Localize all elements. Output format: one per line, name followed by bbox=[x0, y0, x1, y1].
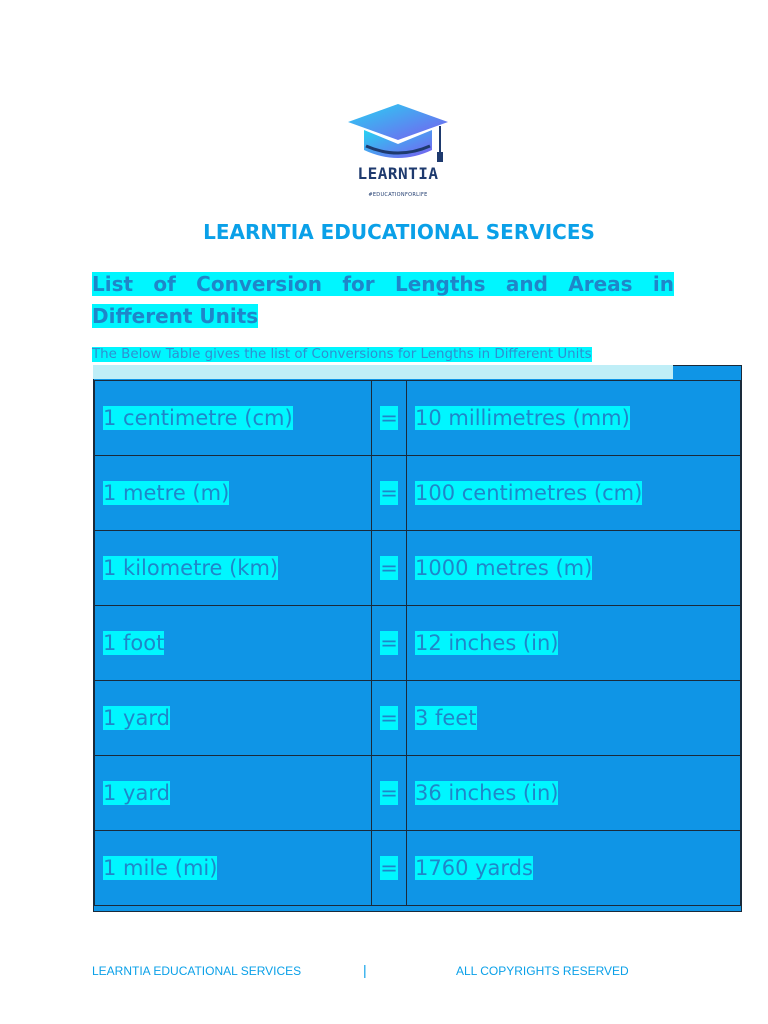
equals-sign-text: = bbox=[380, 706, 398, 730]
equals-sign-cell bbox=[372, 381, 407, 456]
equals-sign-text: = bbox=[380, 406, 398, 430]
learntia-logo bbox=[340, 100, 456, 202]
equals-sign-cell bbox=[372, 606, 407, 681]
unit-from-cell bbox=[95, 831, 372, 906]
unit-from-text: 1 yard bbox=[103, 781, 170, 805]
document-heading bbox=[92, 268, 674, 332]
table-row bbox=[95, 531, 741, 606]
unit-to-text: 12 inches (in) bbox=[415, 631, 559, 655]
caption-text: The Below Table gives the list of Conversions for Lengths in Different Units bbox=[92, 347, 592, 362]
equals-sign-text: = bbox=[380, 856, 398, 880]
table-header-strip bbox=[93, 365, 673, 379]
table-row bbox=[95, 381, 741, 456]
unit-from-text: 1 foot bbox=[103, 631, 165, 655]
unit-to-cell bbox=[407, 456, 741, 531]
unit-to-cell bbox=[407, 606, 741, 681]
equals-sign-text: = bbox=[380, 556, 398, 580]
unit-to-cell bbox=[407, 831, 741, 906]
unit-from-text: 1 yard bbox=[103, 706, 170, 730]
footer-separator: | bbox=[363, 962, 367, 978]
unit-from-cell bbox=[95, 381, 372, 456]
unit-to-cell bbox=[407, 531, 741, 606]
heading-text: List of Conversion for Lengths and Areas in Different Units bbox=[92, 272, 674, 328]
unit-from-cell bbox=[95, 456, 372, 531]
footer-copyright: ALL COPYRIGHTS RESERVED bbox=[456, 964, 629, 978]
unit-from-cell bbox=[95, 681, 372, 756]
table-caption bbox=[92, 345, 692, 365]
unit-from-text: 1 centimetre (cm) bbox=[103, 406, 293, 430]
equals-sign-text: = bbox=[380, 631, 398, 655]
unit-to-text: 36 inches (in) bbox=[415, 781, 559, 805]
equals-sign-cell bbox=[372, 681, 407, 756]
equals-sign-cell bbox=[372, 831, 407, 906]
unit-to-text: 10 millimetres (mm) bbox=[415, 406, 630, 430]
graduation-cap-icon bbox=[340, 100, 456, 170]
unit-from-text: 1 mile (mi) bbox=[103, 856, 218, 880]
logo-wordmark: LEARNTIA bbox=[357, 164, 439, 183]
equals-sign-cell bbox=[372, 456, 407, 531]
unit-from-text: 1 metre (m) bbox=[103, 481, 230, 505]
org-title: LEARNTIA EDUCATIONAL SERVICES bbox=[203, 220, 595, 244]
unit-to-text: 1000 metres (m) bbox=[415, 556, 593, 580]
unit-to-text: 1760 yards bbox=[415, 856, 533, 880]
unit-to-cell bbox=[407, 756, 741, 831]
table-row bbox=[95, 681, 741, 756]
logo-tagline: #EDUCATIONFORLIFE bbox=[368, 192, 428, 198]
table-row bbox=[95, 756, 741, 831]
equals-sign-text: = bbox=[380, 481, 398, 505]
unit-from-cell bbox=[95, 606, 372, 681]
unit-from-cell bbox=[95, 531, 372, 606]
table-row bbox=[95, 456, 741, 531]
conversion-table bbox=[94, 380, 741, 906]
equals-sign-text: = bbox=[380, 781, 398, 805]
table-row bbox=[95, 831, 741, 906]
unit-from-text: 1 kilometre (km) bbox=[103, 556, 279, 580]
equals-sign-cell bbox=[372, 531, 407, 606]
unit-to-text: 100 centimetres (cm) bbox=[415, 481, 643, 505]
equals-sign-cell bbox=[372, 756, 407, 831]
footer-company: LEARNTIA EDUCATIONAL SERVICES bbox=[92, 964, 302, 978]
unit-to-cell bbox=[407, 381, 741, 456]
unit-to-text: 3 feet bbox=[415, 706, 477, 730]
unit-from-cell bbox=[95, 756, 372, 831]
table-row bbox=[95, 606, 741, 681]
unit-to-cell bbox=[407, 681, 741, 756]
